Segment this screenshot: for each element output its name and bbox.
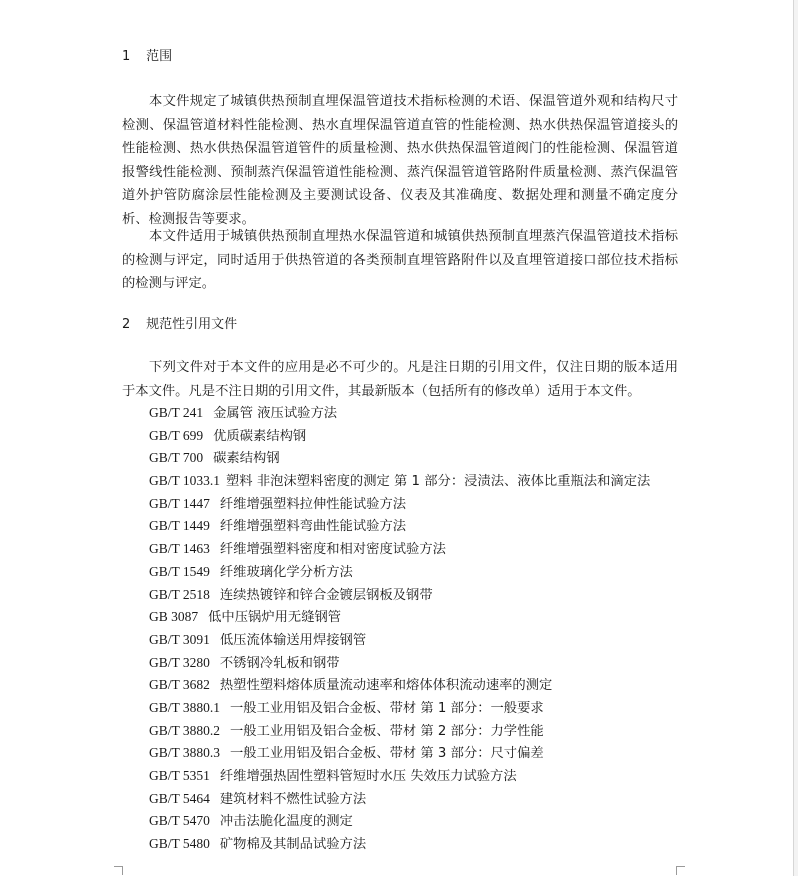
reference-code: GB/T 2518 xyxy=(149,586,210,602)
reference-title: 建筑材料不燃性试验方法 xyxy=(219,791,367,807)
reference-item xyxy=(149,810,650,833)
reference-title: 优质碳素结构钢 xyxy=(213,428,307,444)
scope-paragraph-1: 本文件规定了城镇供热预制直埋保温管道技术指标检测的术语、保温管道外观和结构尺寸检测、保温管道材料性能检测、热水直埋保温管道直管的性能检测、热水供热保温管道接头的性能检测、热水供热保温管道管件的质量检测、热水供热保温管道阀门的性能检测、保温管道报警线性能检测、预制蒸汽保温管道性能检测、蒸汽保温管道管路附件质量检测、蒸汽保温管道外护管防腐涂层性能检测及主要测试设备、仪表及其准确度、数据处理和测量不确定度分析、检测报告等要求。 xyxy=(122,94,678,227)
reference-item xyxy=(149,561,650,584)
reference-code: GB/T 699 xyxy=(149,427,204,443)
section-1-number: 1 xyxy=(122,49,131,64)
reference-item xyxy=(149,629,650,652)
reference-item xyxy=(149,697,650,720)
crop-mark-bottom-right xyxy=(676,866,685,875)
reference-code: GB/T 3091 xyxy=(149,631,210,647)
reference-title: 纤维增强塑料密度和相对密度试验方法 xyxy=(219,542,446,558)
reference-title: 金属管 液压试验方法 xyxy=(213,406,338,421)
reference-code: GB 3087 xyxy=(149,609,199,625)
reference-code: GB/T 1447 xyxy=(149,495,210,511)
section-2-heading xyxy=(122,316,237,334)
reference-item xyxy=(149,674,650,697)
reference-title: 不锈钢冷轧板和钢带 xyxy=(219,655,340,671)
reference-item xyxy=(149,742,650,765)
reference-item xyxy=(149,470,650,493)
reference-item xyxy=(149,584,650,607)
reference-title: 矿物棉及其制品试验方法 xyxy=(219,837,367,853)
reference-item xyxy=(149,788,650,811)
reference-code: GB/T 5470 xyxy=(149,813,210,829)
reference-title: 热塑性塑料熔体质量流动速率和熔体体积流动速率的测定 xyxy=(219,678,553,694)
reference-code: GB/T 3880.1 xyxy=(149,699,221,715)
reference-title: 低中压锅炉用无缝钢管 xyxy=(208,610,342,626)
reference-item xyxy=(149,493,650,516)
reference-code: GB/T 1449 xyxy=(149,518,210,534)
reference-title: 冲击法脆化温度的测定 xyxy=(219,814,353,830)
crop-mark-bottom-left xyxy=(114,866,123,875)
reference-title: 纤维增强塑料弯曲性能试验方法 xyxy=(219,519,407,535)
reference-item xyxy=(149,720,650,743)
reference-item xyxy=(149,833,650,856)
reference-code: GB/T 1549 xyxy=(149,563,210,579)
reference-item xyxy=(149,606,650,629)
reference-code: GB/T 3280 xyxy=(149,654,210,670)
reference-title: 低压流体输送用焊接钢管 xyxy=(219,632,367,648)
normative-references-list xyxy=(149,402,650,856)
reference-code: GB/T 3880.2 xyxy=(149,722,221,738)
section-2-title: 规范性引用文件 xyxy=(146,317,238,332)
scope-paragraph-2: 本文件适用于城镇供热预制直埋热水保温管道和城镇供热预制直埋蒸汽保温管道技术指标的检测与评定，同时适用于供热管道的各类预制直埋管路附件以及直埋管道接口部位技术指标的检测与评定。 xyxy=(122,229,678,291)
reference-title: 连续热镀锌和锌合金镀层钢板及钢带 xyxy=(219,587,433,603)
page-edge-scrollbar[interactable] xyxy=(793,0,798,876)
reference-code: GB/T 5480 xyxy=(149,836,210,852)
reference-item xyxy=(149,538,650,561)
reference-item xyxy=(149,425,650,448)
reference-code: GB/T 1463 xyxy=(149,541,210,557)
section-1-heading xyxy=(122,48,172,66)
reference-code: GB/T 3880.3 xyxy=(149,745,221,761)
reference-title: 碳素结构钢 xyxy=(213,451,280,467)
reference-item xyxy=(149,402,650,425)
reference-code: GB/T 1033.1 xyxy=(149,473,221,489)
reference-item xyxy=(149,765,650,788)
reference-item xyxy=(149,515,650,538)
reference-title: 塑料 非泡沫塑料密度的测定 第 1 部分：浸渍法、液体比重瓶法和滴定法 xyxy=(226,474,651,490)
reference-title: 纤维增强热固性塑料管短时水压 失效压力试验方法 xyxy=(219,769,517,784)
section-1-title: 范围 xyxy=(146,49,173,64)
reference-code: GB/T 700 xyxy=(149,450,204,466)
reference-title: 一般工业用铝及铝合金板、带材 第 1 部分：一般要求 xyxy=(230,700,544,716)
reference-code: GB/T 5464 xyxy=(149,790,210,806)
reference-title: 一般工业用铝及铝合金板、带材 第 2 部分：力学性能 xyxy=(230,723,544,739)
reference-code: GB/T 241 xyxy=(149,405,204,420)
reference-code: GB/T 3682 xyxy=(149,677,210,693)
references-intro-paragraph: 下列文件对于本文件的应用是必不可少的。凡是注日期的引用文件，仅注日期的版本适用于本文件。凡是不注日期的引用文件，其最新版本（包括所有的修改单）适用于本文件。 xyxy=(122,360,678,399)
reference-item xyxy=(149,652,650,675)
section-2-number: 2 xyxy=(122,317,131,332)
reference-title: 一般工业用铝及铝合金板、带材 第 3 部分：尺寸偏差 xyxy=(230,746,544,762)
reference-title: 纤维增强塑料拉伸性能试验方法 xyxy=(219,496,407,512)
reference-item xyxy=(149,447,650,470)
reference-title: 纤维玻璃化学分析方法 xyxy=(219,564,353,580)
reference-code: GB/T 5351 xyxy=(149,768,210,783)
